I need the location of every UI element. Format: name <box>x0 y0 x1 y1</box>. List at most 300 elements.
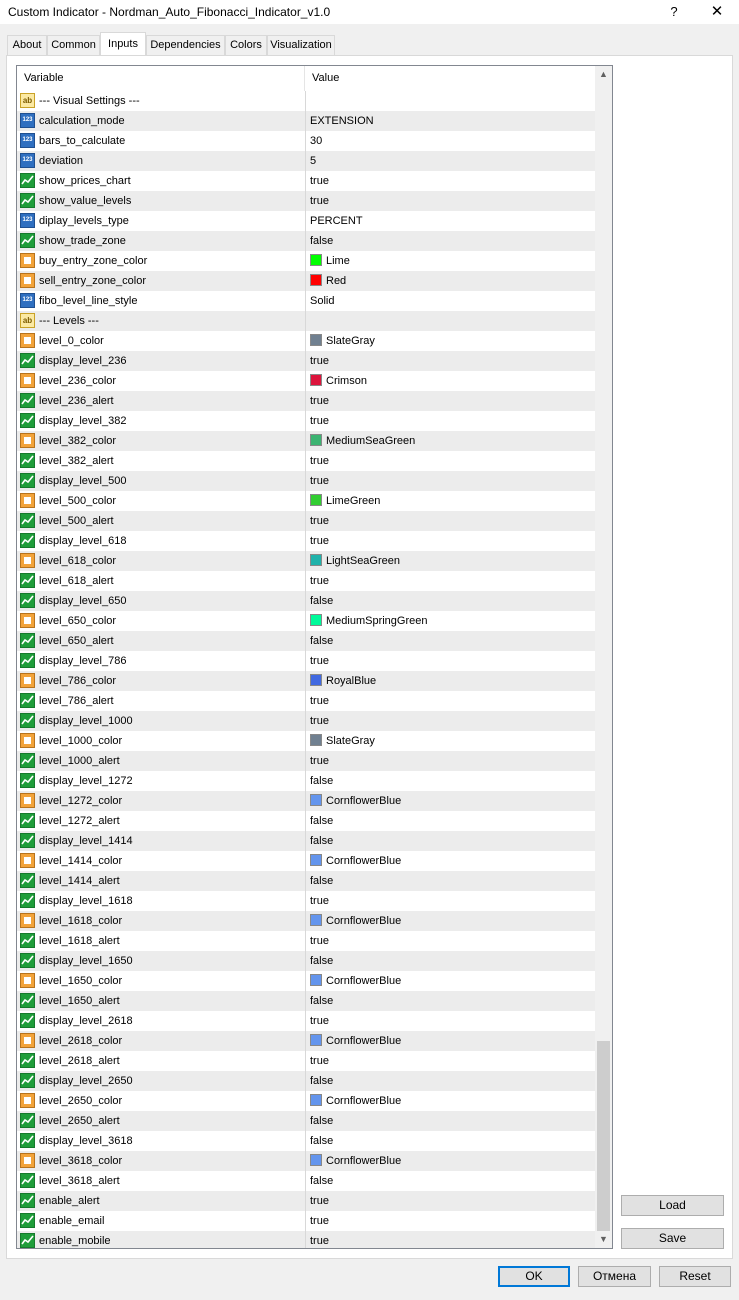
boolean-type-icon <box>20 893 35 908</box>
variable-name: fibo_level_line_style <box>39 295 138 307</box>
color-type-icon <box>20 853 35 868</box>
table-row[interactable] <box>17 471 595 491</box>
table-row[interactable] <box>17 231 595 251</box>
variable-cell[interactable] <box>17 491 306 511</box>
table-row[interactable] <box>17 331 595 351</box>
table-row[interactable] <box>17 171 595 191</box>
color-type-icon <box>20 333 35 348</box>
table-row[interactable] <box>17 1191 595 1211</box>
tab-common[interactable]: Common <box>47 35 100 55</box>
value-cell[interactable] <box>306 911 595 931</box>
variable-cell[interactable] <box>17 1211 306 1231</box>
variable-cell[interactable] <box>17 751 306 771</box>
scroll-down-arrow-icon[interactable]: ▼ <box>599 1234 608 1244</box>
value-text: false <box>310 1115 334 1127</box>
variable-name: display_level_1414 <box>39 835 133 847</box>
value-cell[interactable] <box>306 371 595 391</box>
variable-cell[interactable] <box>17 151 306 171</box>
tab-about[interactable]: About <box>7 35 47 55</box>
color-swatch <box>310 1094 322 1106</box>
table-row[interactable] <box>17 1171 595 1191</box>
value-text: SlateGray <box>326 335 375 347</box>
variable-cell[interactable] <box>17 131 306 151</box>
table-row[interactable] <box>17 571 595 591</box>
scrollbar-thumb[interactable] <box>597 1041 610 1231</box>
variable-name: level_1414_color <box>39 855 123 867</box>
value-cell[interactable] <box>306 111 595 131</box>
table-row[interactable] <box>17 1051 595 1071</box>
value-cell[interactable] <box>306 591 595 611</box>
value-text: LightSeaGreen <box>326 555 400 567</box>
value-cell[interactable] <box>306 711 595 731</box>
variable-cell[interactable] <box>17 991 306 1011</box>
value-cell[interactable] <box>306 1131 595 1151</box>
boolean-type-icon <box>20 873 35 888</box>
value-text: true <box>310 1215 329 1227</box>
value-text: false <box>310 1175 334 1187</box>
table-row[interactable] <box>17 971 595 991</box>
value-cell[interactable] <box>306 1191 595 1211</box>
value-text: CornflowerBlue <box>326 915 402 927</box>
value-cell[interactable] <box>306 191 595 211</box>
variable-name: enable_mobile <box>39 1235 111 1247</box>
ok-button[interactable]: OK <box>498 1266 570 1287</box>
color-type-icon <box>20 913 35 928</box>
value-text: MediumSpringGreen <box>326 615 428 627</box>
value-cell[interactable] <box>306 151 595 171</box>
variable-cell[interactable] <box>17 311 306 331</box>
load-button[interactable]: Load <box>621 1195 724 1216</box>
variable-cell[interactable] <box>17 891 306 911</box>
cancel-button[interactable]: Отмена <box>578 1266 651 1287</box>
variable-cell[interactable] <box>17 351 306 371</box>
table-row[interactable] <box>17 291 595 311</box>
value-cell[interactable] <box>306 931 595 951</box>
variable-name: level_1618_alert <box>39 935 120 947</box>
value-cell[interactable] <box>306 91 595 111</box>
variable-cell[interactable] <box>17 971 306 991</box>
variable-cell[interactable] <box>17 551 306 571</box>
variable-cell[interactable] <box>17 451 306 471</box>
variable-cell[interactable] <box>17 1191 306 1211</box>
grid-header <box>17 66 595 92</box>
value-text: LimeGreen <box>326 495 381 507</box>
value-cell[interactable] <box>306 171 595 191</box>
value-cell[interactable] <box>306 771 595 791</box>
variable-cell[interactable] <box>17 391 306 411</box>
table-row[interactable] <box>17 111 595 131</box>
variable-name: display_level_650 <box>39 595 127 607</box>
variable-cell[interactable] <box>17 811 306 831</box>
value-cell[interactable] <box>306 1031 595 1051</box>
variable-cell[interactable] <box>17 591 306 611</box>
variable-cell[interactable] <box>17 931 306 951</box>
variable-cell[interactable] <box>17 691 306 711</box>
value-cell[interactable] <box>306 1011 595 1031</box>
value-cell[interactable] <box>306 311 595 331</box>
table-row[interactable] <box>17 1071 595 1091</box>
value-cell[interactable] <box>306 731 595 751</box>
variable-cell[interactable] <box>17 1151 306 1171</box>
variable-cell[interactable] <box>17 411 306 431</box>
boolean-type-icon <box>20 173 35 188</box>
variable-name: level_1650_alert <box>39 995 120 1007</box>
table-row[interactable] <box>17 731 595 751</box>
boolean-type-icon <box>20 353 35 368</box>
table-row[interactable] <box>17 1091 595 1111</box>
boolean-type-icon <box>20 633 35 648</box>
table-row[interactable] <box>17 1211 595 1231</box>
inputs-grid <box>16 65 613 1249</box>
column-header-variable[interactable]: Variable <box>17 66 305 91</box>
window-title: Custom Indicator - Nordman_Auto_Fibonacci_Indicator_v1.0 <box>8 5 331 19</box>
reset-button[interactable]: Reset <box>659 1266 731 1287</box>
value-cell[interactable] <box>306 631 595 651</box>
variable-cell[interactable] <box>17 1111 306 1131</box>
boolean-type-icon <box>20 773 35 788</box>
close-button[interactable]: ✕ <box>710 3 724 20</box>
table-row[interactable] <box>17 711 595 731</box>
variable-cell[interactable] <box>17 871 306 891</box>
variable-name: level_2618_alert <box>39 1055 120 1067</box>
value-text: Red <box>326 275 347 287</box>
value-cell[interactable] <box>306 211 595 231</box>
variable-name: --- Visual Settings --- <box>39 95 140 107</box>
variable-cell[interactable] <box>17 91 306 111</box>
value-cell[interactable] <box>306 851 595 871</box>
variable-name: level_650_alert <box>39 635 114 647</box>
table-row[interactable] <box>17 871 595 891</box>
color-swatch <box>310 854 322 866</box>
color-type-icon <box>20 733 35 748</box>
variable-cell[interactable] <box>17 951 306 971</box>
table-row[interactable] <box>17 551 595 571</box>
table-row[interactable] <box>17 651 595 671</box>
color-swatch <box>310 434 322 446</box>
variable-cell[interactable] <box>17 851 306 871</box>
tab-inputs[interactable]: Inputs <box>100 32 146 55</box>
variable-cell[interactable] <box>17 271 306 291</box>
boolean-type-icon <box>20 393 35 408</box>
variable-cell[interactable] <box>17 831 306 851</box>
table-row[interactable] <box>17 931 595 951</box>
value-cell[interactable] <box>306 531 595 551</box>
value-text: Solid <box>310 295 335 307</box>
boolean-type-icon <box>20 1013 35 1028</box>
value-cell[interactable] <box>306 131 595 151</box>
variable-name: level_500_alert <box>39 515 114 527</box>
value-cell[interactable] <box>306 411 595 431</box>
integer-type-icon: 123 <box>20 213 35 228</box>
value-cell[interactable] <box>306 751 595 771</box>
value-text: MediumSeaGreen <box>326 435 416 447</box>
integer-type-icon: 123 <box>20 293 35 308</box>
variable-cell[interactable] <box>17 631 306 651</box>
table-row[interactable] <box>17 691 595 711</box>
value-text: false <box>310 835 334 847</box>
boolean-type-icon <box>20 1133 35 1148</box>
color-swatch <box>310 734 322 746</box>
boolean-type-icon <box>20 753 35 768</box>
table-row[interactable] <box>17 131 595 151</box>
table-row[interactable] <box>17 531 595 551</box>
boolean-type-icon <box>20 453 35 468</box>
variable-name: level_618_color <box>39 555 117 567</box>
tab-dependencies[interactable]: Dependencies <box>146 35 225 55</box>
variable-cell[interactable] <box>17 431 306 451</box>
value-cell[interactable] <box>306 1091 595 1111</box>
boolean-type-icon <box>20 713 35 728</box>
variable-cell[interactable] <box>17 291 306 311</box>
value-text: 30 <box>310 135 323 147</box>
color-swatch <box>310 254 322 266</box>
table-row[interactable] <box>17 211 595 231</box>
color-type-icon <box>20 1153 35 1168</box>
table-row[interactable] <box>17 831 595 851</box>
value-text: RoyalBlue <box>326 675 377 687</box>
table-row[interactable] <box>17 431 595 451</box>
column-header-value[interactable]: Value <box>312 72 340 84</box>
color-swatch <box>310 1034 322 1046</box>
table-row[interactable] <box>17 631 595 651</box>
table-row[interactable] <box>17 1031 595 1051</box>
variable-cell[interactable] <box>17 771 306 791</box>
boolean-type-icon <box>20 593 35 608</box>
value-cell[interactable] <box>306 451 595 471</box>
grid-rows <box>17 91 595 1249</box>
table-row[interactable] <box>17 771 595 791</box>
variable-cell[interactable] <box>17 711 306 731</box>
value-cell[interactable] <box>306 511 595 531</box>
help-button[interactable]: ? <box>670 4 678 19</box>
color-type-icon <box>20 1093 35 1108</box>
value-text: true <box>310 515 329 527</box>
boolean-type-icon <box>20 993 35 1008</box>
variable-cell[interactable] <box>17 1131 306 1151</box>
integer-type-icon: 123 <box>20 113 35 128</box>
variable-cell[interactable] <box>17 731 306 751</box>
value-cell[interactable] <box>306 491 595 511</box>
table-row[interactable] <box>17 91 595 111</box>
integer-type-icon: 123 <box>20 153 35 168</box>
variable-cell[interactable] <box>17 211 306 231</box>
value-cell[interactable] <box>306 571 595 591</box>
variable-name: level_1272_color <box>39 795 123 807</box>
value-cell[interactable] <box>306 1111 595 1131</box>
table-row[interactable] <box>17 491 595 511</box>
color-swatch <box>310 494 322 506</box>
boolean-type-icon <box>20 1173 35 1188</box>
color-swatch <box>310 1154 322 1166</box>
color-swatch <box>310 914 322 926</box>
variable-name: level_2650_color <box>39 1095 123 1107</box>
variable-name: level_1618_color <box>39 915 123 927</box>
variable-name: sell_entry_zone_color <box>39 275 147 287</box>
table-row[interactable] <box>17 511 595 531</box>
variable-cell[interactable] <box>17 331 306 351</box>
value-cell[interactable] <box>306 1151 595 1171</box>
color-type-icon <box>20 613 35 628</box>
value-cell[interactable] <box>306 651 595 671</box>
value-cell[interactable] <box>306 1071 595 1091</box>
value-text: Lime <box>326 255 350 267</box>
value-text: true <box>310 175 329 187</box>
table-row[interactable] <box>17 891 595 911</box>
value-text: PERCENT <box>310 215 363 227</box>
color-swatch <box>310 794 322 806</box>
variable-cell[interactable] <box>17 911 306 931</box>
variable-name: display_level_3618 <box>39 1135 133 1147</box>
value-cell[interactable] <box>306 331 595 351</box>
variable-cell[interactable] <box>17 791 306 811</box>
variable-name: display_level_1650 <box>39 955 133 967</box>
variable-name: level_650_color <box>39 615 117 627</box>
boolean-type-icon <box>20 693 35 708</box>
variable-name: show_value_levels <box>39 195 132 207</box>
table-row[interactable] <box>17 391 595 411</box>
value-cell[interactable] <box>306 551 595 571</box>
table-row[interactable] <box>17 1231 595 1249</box>
value-cell[interactable] <box>306 271 595 291</box>
table-row[interactable] <box>17 271 595 291</box>
table-row[interactable] <box>17 851 595 871</box>
variable-cell[interactable] <box>17 1011 306 1031</box>
table-row[interactable] <box>17 951 595 971</box>
variable-cell[interactable] <box>17 531 306 551</box>
value-cell[interactable] <box>306 431 595 451</box>
table-row[interactable] <box>17 1131 595 1151</box>
variable-cell[interactable] <box>17 1091 306 1111</box>
variable-cell[interactable] <box>17 611 306 631</box>
table-row[interactable] <box>17 671 595 691</box>
table-row[interactable] <box>17 1111 595 1131</box>
value-cell[interactable] <box>306 391 595 411</box>
color-type-icon <box>20 973 35 988</box>
variable-cell[interactable] <box>17 651 306 671</box>
variable-cell[interactable] <box>17 471 306 491</box>
variable-cell[interactable] <box>17 251 306 271</box>
save-button[interactable]: Save <box>621 1228 724 1249</box>
value-cell[interactable] <box>306 1051 595 1071</box>
color-type-icon <box>20 553 35 568</box>
variable-cell[interactable] <box>17 191 306 211</box>
value-cell[interactable] <box>306 691 595 711</box>
variable-cell[interactable] <box>17 511 306 531</box>
boolean-type-icon <box>20 533 35 548</box>
value-cell[interactable] <box>306 891 595 911</box>
value-cell[interactable] <box>306 991 595 1011</box>
scroll-up-arrow-icon[interactable]: ▲ <box>599 69 608 79</box>
value-cell[interactable] <box>306 971 595 991</box>
value-cell[interactable] <box>306 231 595 251</box>
value-cell[interactable] <box>306 811 595 831</box>
color-type-icon <box>20 253 35 268</box>
variable-name: --- Levels --- <box>39 315 99 327</box>
table-row[interactable] <box>17 351 595 371</box>
value-text: false <box>310 955 334 967</box>
table-row[interactable] <box>17 991 595 1011</box>
variable-cell[interactable] <box>17 231 306 251</box>
value-text: false <box>310 1075 334 1087</box>
value-cell[interactable] <box>306 291 595 311</box>
value-text: true <box>310 935 329 947</box>
boolean-type-icon <box>20 653 35 668</box>
table-row[interactable] <box>17 251 595 271</box>
color-swatch <box>310 374 322 386</box>
variable-cell[interactable] <box>17 571 306 591</box>
variable-cell[interactable] <box>17 1071 306 1091</box>
value-cell[interactable] <box>306 611 595 631</box>
table-row[interactable] <box>17 411 595 431</box>
value-cell[interactable] <box>306 951 595 971</box>
variable-cell[interactable] <box>17 1231 306 1249</box>
value-text: EXTENSION <box>310 115 374 127</box>
variable-name: level_786_alert <box>39 695 114 707</box>
value-cell[interactable] <box>306 831 595 851</box>
variable-cell[interactable] <box>17 111 306 131</box>
value-text: true <box>310 655 329 667</box>
value-cell[interactable] <box>306 791 595 811</box>
tab-visualization[interactable]: Visualization <box>267 35 335 55</box>
value-cell[interactable] <box>306 671 595 691</box>
variable-cell[interactable] <box>17 1031 306 1051</box>
vertical-scrollbar[interactable] <box>595 66 612 1248</box>
variable-name: display_level_786 <box>39 655 127 667</box>
value-cell[interactable] <box>306 471 595 491</box>
variable-cell[interactable] <box>17 671 306 691</box>
value-text: false <box>310 235 334 247</box>
variable-name: enable_email <box>39 1215 105 1227</box>
value-text: false <box>310 815 334 827</box>
variable-name: level_2618_color <box>39 1035 123 1047</box>
table-row[interactable] <box>17 911 595 931</box>
value-cell[interactable] <box>306 871 595 891</box>
variable-cell[interactable] <box>17 1051 306 1071</box>
value-cell[interactable] <box>306 1211 595 1231</box>
color-type-icon <box>20 673 35 688</box>
table-row[interactable] <box>17 311 595 331</box>
value-cell[interactable] <box>306 251 595 271</box>
table-row[interactable] <box>17 191 595 211</box>
table-row[interactable] <box>17 1151 595 1171</box>
value-text: CornflowerBlue <box>326 975 402 987</box>
table-row[interactable] <box>17 591 595 611</box>
variable-cell[interactable] <box>17 1171 306 1191</box>
value-cell[interactable] <box>306 1171 595 1191</box>
variable-cell[interactable] <box>17 371 306 391</box>
variable-cell[interactable] <box>17 171 306 191</box>
table-row[interactable] <box>17 371 595 391</box>
table-row[interactable] <box>17 451 595 471</box>
table-row[interactable] <box>17 751 595 771</box>
table-row[interactable] <box>17 611 595 631</box>
value-text: false <box>310 995 334 1007</box>
table-row[interactable] <box>17 151 595 171</box>
variable-name: display_level_1272 <box>39 775 133 787</box>
boolean-type-icon <box>20 513 35 528</box>
boolean-type-icon <box>20 933 35 948</box>
table-row[interactable] <box>17 1011 595 1031</box>
variable-name: level_1000_color <box>39 735 123 747</box>
table-row[interactable] <box>17 811 595 831</box>
value-cell[interactable] <box>306 1231 595 1249</box>
value-cell[interactable] <box>306 351 595 371</box>
string-type-icon: ab <box>20 313 35 328</box>
table-row[interactable] <box>17 791 595 811</box>
tab-colors[interactable]: Colors <box>225 35 267 55</box>
boolean-type-icon <box>20 473 35 488</box>
variable-name: enable_alert <box>39 1195 100 1207</box>
